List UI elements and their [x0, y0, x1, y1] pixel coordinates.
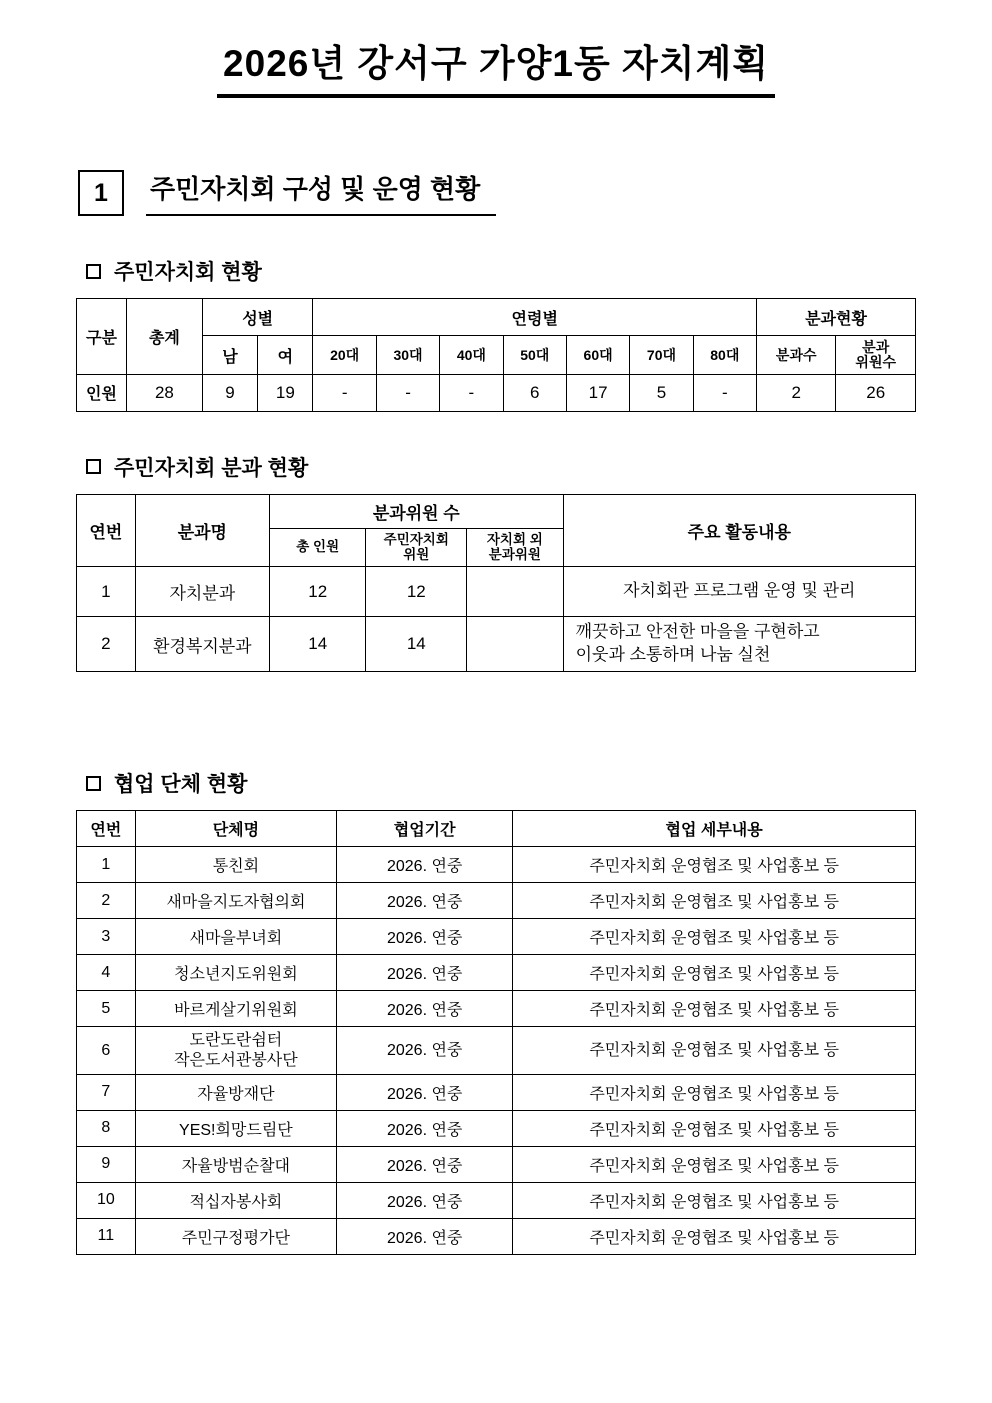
cell-period: 2026. 연중: [337, 1218, 513, 1254]
cell-detail: 주민자치회 운영협조 및 사업홍보 등: [513, 847, 916, 883]
cell-activities-line1: 깨끗하고 안전한 마을을 구현하고: [575, 622, 820, 642]
header-total: 총계: [126, 299, 202, 374]
header-bungwa: 분과현황: [757, 299, 916, 336]
square-bullet-icon: [86, 264, 101, 279]
cell-activities: [563, 617, 915, 672]
subsection-title: 주민자치회 분과 현황: [114, 456, 309, 480]
cell-no: 9: [77, 1146, 136, 1182]
header-outside-members-line2: 분과위원: [488, 546, 541, 562]
cell-activities-line1: 자치회관 프로그램 운영 및 관리: [623, 581, 856, 601]
subsection-heading-partner-orgs: [86, 768, 920, 798]
cell-detail: 주민자치회 운영협조 및 사업홍보 등: [513, 1182, 916, 1218]
cell-period: 2026. 연중: [337, 1182, 513, 1218]
cell-subcommittee-name: 환경복지분과: [135, 617, 269, 672]
cell-detail: 주민자치회 운영협조 및 사업홍보 등: [513, 1218, 916, 1254]
header-no: 연번: [77, 494, 136, 567]
cell-council-members: 12: [366, 567, 467, 617]
cell-age-80: -: [693, 374, 756, 411]
table-row: [77, 1027, 916, 1074]
cell-council-members: 14: [366, 617, 467, 672]
row-label-personnel: 인원: [77, 374, 127, 411]
cell-no: 4: [77, 955, 136, 991]
cell-total-members: 12: [269, 567, 365, 617]
header-no: 연번: [77, 811, 136, 847]
header-bungwa-member-count-line2: 위원수: [855, 354, 896, 371]
cell-org-name: 자율방범순찰대: [135, 1146, 336, 1182]
table-row: [77, 991, 916, 1027]
header-age-30: 30대: [376, 336, 439, 374]
header-age-70: 70대: [630, 336, 693, 374]
cell-age-40: -: [440, 374, 503, 411]
cell-age-70: 5: [630, 374, 693, 411]
header-member-count: 분과위원 수: [269, 494, 563, 528]
cell-bungwa-count: 2: [757, 374, 836, 411]
table-row: [77, 567, 916, 617]
cell-org-name: 주민구정평가단: [135, 1218, 336, 1254]
cell-outside-members: [467, 567, 563, 617]
cell-no: 6: [77, 1027, 136, 1074]
cell-age-30: -: [376, 374, 439, 411]
table-row: [77, 955, 916, 991]
cell-age-20: -: [313, 374, 376, 411]
cell-no: 2: [77, 883, 136, 919]
square-bullet-icon: [86, 459, 101, 474]
cell-detail: 주민자치회 운영협조 및 사업홍보 등: [513, 883, 916, 919]
table-row: [77, 1182, 916, 1218]
table-resident-council-status-wrap: [76, 298, 916, 411]
header-age-60: 60대: [566, 336, 629, 374]
cell-period: 2026. 연중: [337, 883, 513, 919]
table-subcommittee-status: [76, 494, 916, 673]
table-row: [77, 919, 916, 955]
header-outside-members: [467, 528, 563, 567]
table-row: [77, 1110, 916, 1146]
table-row: [77, 1146, 916, 1182]
table-row: [77, 811, 916, 847]
cell-no: 1: [77, 847, 136, 883]
title-container: [72, 42, 920, 98]
table-row: [77, 883, 916, 919]
cell-org-name: 청소년지도위원회: [135, 955, 336, 991]
section-number: 1: [78, 170, 124, 216]
header-female: 여: [258, 336, 313, 374]
table-row: [77, 494, 916, 528]
header-detail: 협업 세부내용: [513, 811, 916, 847]
header-age-80: 80대: [693, 336, 756, 374]
table-row: [77, 1074, 916, 1110]
table-partner-orgs: [76, 810, 916, 1254]
cell-org-name: 새마을부녀회: [135, 919, 336, 955]
cell-detail: 주민자치회 운영협조 및 사업홍보 등: [513, 1146, 916, 1182]
cell-period: 2026. 연중: [337, 1074, 513, 1110]
header-outside-members-line1: 자치회 외: [486, 531, 543, 547]
cell-period: 2026. 연중: [337, 1146, 513, 1182]
table-row: [77, 374, 916, 411]
cell-no: 2: [77, 617, 136, 672]
header-age: 연령별: [313, 299, 757, 336]
cell-no: 8: [77, 1110, 136, 1146]
table-subcommittee-status-wrap: [76, 494, 916, 673]
cell-org-name: 바르게살기위원회: [135, 991, 336, 1027]
section-heading: [78, 170, 920, 216]
cell-detail: 주민자치회 운영협조 및 사업홍보 등: [513, 955, 916, 991]
spacer: [72, 672, 920, 728]
header-age-40: 40대: [440, 336, 503, 374]
cell-male: 9: [202, 374, 257, 411]
subsection-heading-resident-council-status: [86, 256, 920, 286]
cell-no: 7: [77, 1074, 136, 1110]
cell-org-name: 통친회: [135, 847, 336, 883]
header-total-members: 총 인원: [269, 528, 365, 567]
table-row: [77, 336, 916, 374]
cell-outside-members: [467, 617, 563, 672]
header-age-50: 50대: [503, 336, 566, 374]
square-bullet-icon: [86, 776, 101, 791]
subsection-heading-subcommittee-status: [86, 452, 920, 482]
header-period: 협업기간: [337, 811, 513, 847]
subsection-title: 협업 단체 현황: [114, 773, 248, 797]
table-row: [77, 617, 916, 672]
cell-org-name: 자율방재단: [135, 1074, 336, 1110]
header-subcommittee-name: 분과명: [135, 494, 269, 567]
cell-org-name: [135, 1027, 336, 1074]
cell-org-name: 적십자봉사회: [135, 1182, 336, 1218]
cell-age-60: 17: [566, 374, 629, 411]
header-bungwa-member-count: [836, 336, 916, 374]
header-male: 남: [202, 336, 257, 374]
cell-female: 19: [258, 374, 313, 411]
cell-activities-line2: 이웃과 소통하며 나눔 실천: [575, 645, 771, 665]
subsection-title: 주민자치회 현황: [114, 261, 262, 285]
header-council-members-line2: 위원: [403, 546, 430, 562]
cell-detail: 주민자치회 운영협조 및 사업홍보 등: [513, 991, 916, 1027]
cell-total-members: 14: [269, 617, 365, 672]
cell-period: 2026. 연중: [337, 919, 513, 955]
header-org-name: 단체명: [135, 811, 336, 847]
cell-period: 2026. 연중: [337, 1027, 513, 1074]
header-council-members-line1: 주민자치회: [383, 531, 449, 547]
cell-detail: 주민자치회 운영협조 및 사업홍보 등: [513, 1074, 916, 1110]
page-title: 2026년 강서구 가양1동 자치계획: [217, 42, 775, 98]
cell-bungwa-member-count: 26: [836, 374, 916, 411]
cell-org-name-line1: 도란도란쉼터: [189, 1032, 283, 1050]
cell-detail: 주민자치회 운영협조 및 사업홍보 등: [513, 1027, 916, 1074]
cell-no: 11: [77, 1218, 136, 1254]
header-council-members: [366, 528, 467, 567]
header-bungwa-member-count-line1: 분과: [862, 339, 890, 356]
cell-period: 2026. 연중: [337, 1110, 513, 1146]
cell-org-name: YES!희망드림단: [135, 1110, 336, 1146]
cell-detail: 주민자치회 운영협조 및 사업홍보 등: [513, 919, 916, 955]
header-gender: 성별: [202, 299, 313, 336]
cell-subcommittee-name: 자치분과: [135, 567, 269, 617]
header-age-20: 20대: [313, 336, 376, 374]
cell-total: 28: [126, 374, 202, 411]
cell-no: 5: [77, 991, 136, 1027]
table-row: [77, 847, 916, 883]
cell-period: 2026. 연중: [337, 955, 513, 991]
cell-no: 10: [77, 1182, 136, 1218]
cell-no: 1: [77, 567, 136, 617]
table-row: [77, 1218, 916, 1254]
cell-period: 2026. 연중: [337, 991, 513, 1027]
header-activities: 주요 활동내용: [563, 494, 915, 567]
cell-activities: [563, 567, 915, 617]
table-row: [77, 299, 916, 336]
table-partner-orgs-wrap: [76, 810, 916, 1254]
cell-detail: 주민자치회 운영협조 및 사업홍보 등: [513, 1110, 916, 1146]
cell-org-name-line2: 작은도서관봉사단: [174, 1051, 298, 1069]
header-bungwa-count: 분과수: [757, 336, 836, 374]
cell-no: 3: [77, 919, 136, 955]
cell-age-50: 6: [503, 374, 566, 411]
cell-period: 2026. 연중: [337, 847, 513, 883]
header-gubun: 구분: [77, 299, 127, 374]
section-title: 주민자치회 구성 및 운영 현황: [146, 170, 496, 216]
table-resident-council-status: [76, 298, 916, 411]
cell-org-name: 새마을지도자협의회: [135, 883, 336, 919]
